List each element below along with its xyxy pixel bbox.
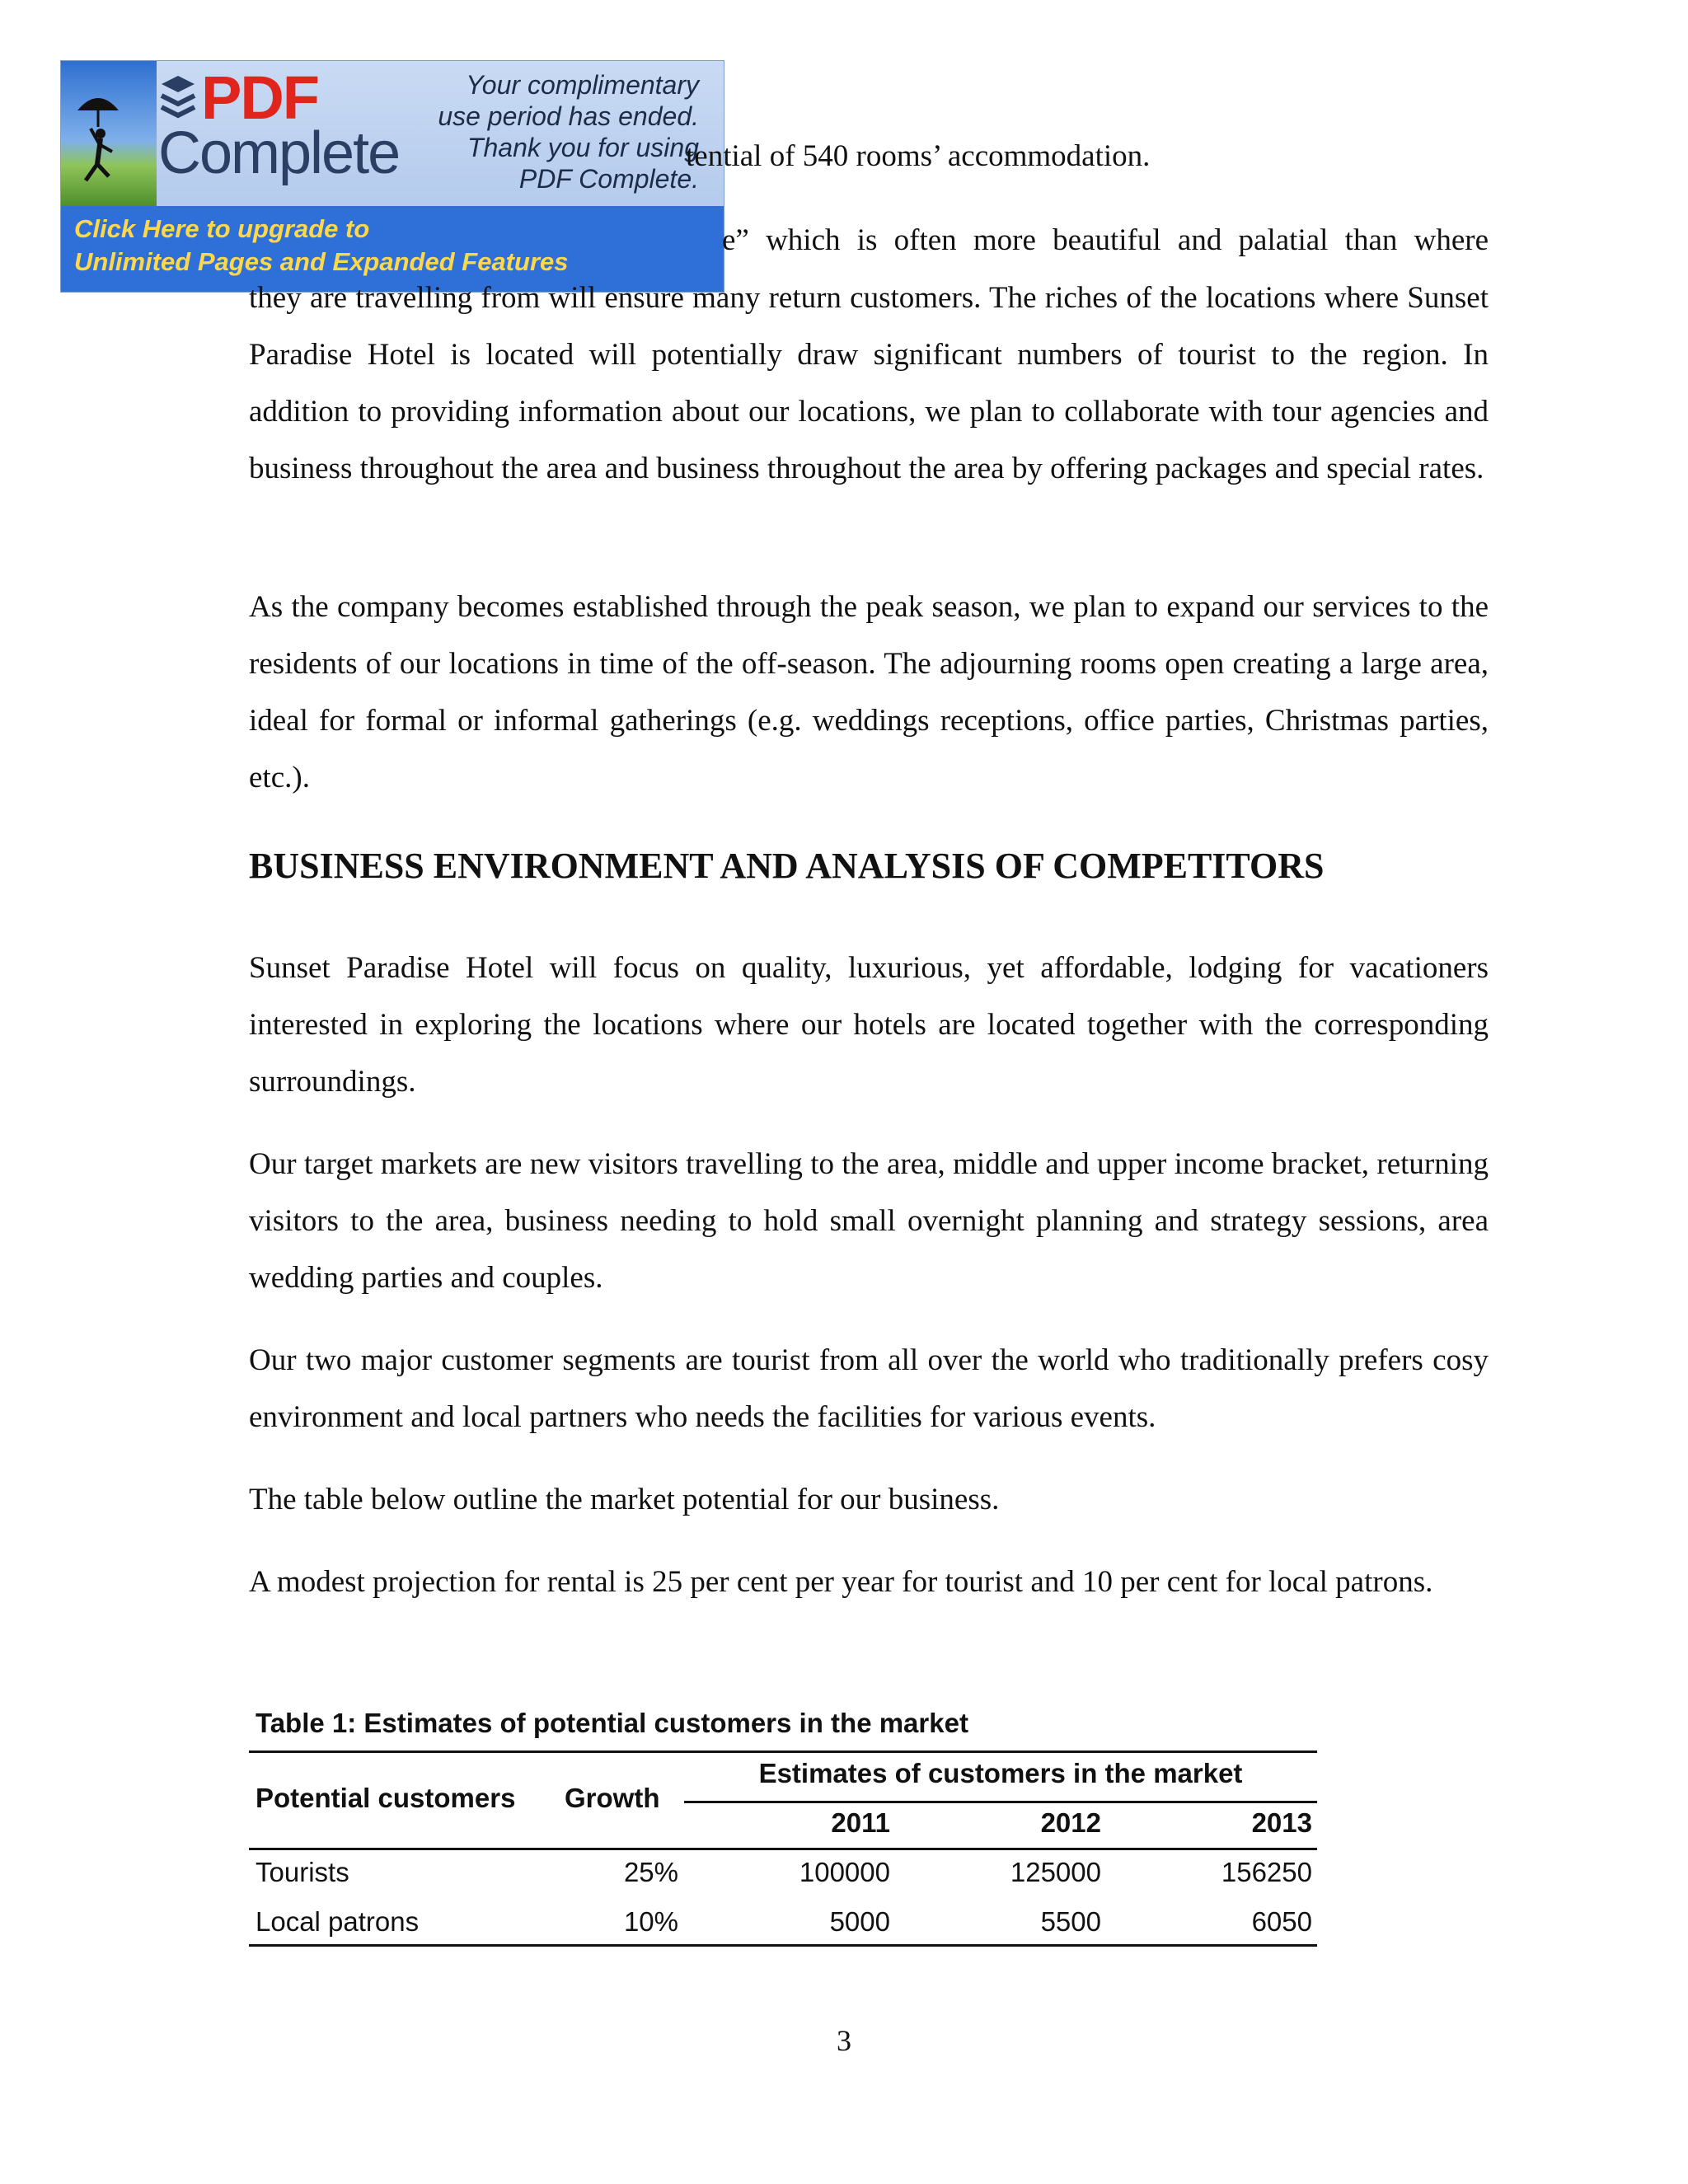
upgrade-link-line[interactable]: Unlimited Pages and Expanded Features bbox=[74, 247, 569, 276]
banner-note-line: PDF Complete. bbox=[518, 164, 699, 194]
body-paragraph: Our target markets are new visitors travelling to the area, middle and upper income bracket, returning visitors to the area, business needing to hold small overnight planning and strategy sessions, area wedding parties and couples. bbox=[249, 1147, 1489, 1295]
umbrella-jumper-icon bbox=[61, 61, 157, 206]
row-label: Local patrons bbox=[256, 1906, 420, 1937]
body-paragraph: Sunset Paradise Hotel will focus on quality, luxurious, yet affordable, lodging for vacationers interested in exploring the locations where our hotels are located together with the corresponding surroundings. bbox=[249, 951, 1489, 1099]
table-rule bbox=[684, 1801, 1317, 1803]
header-year: 2011 bbox=[831, 1807, 890, 1838]
partial-text-line: e” which is often more beautiful and palatial than where bbox=[722, 223, 1489, 257]
table-rule bbox=[249, 1750, 1317, 1753]
body-paragraph: A modest projection for rental is 25 per cent per year for tourist and 10 per cent for local patrons. bbox=[249, 1565, 1433, 1599]
row-value: 5000 bbox=[829, 1906, 890, 1937]
logo-complete-text: Complete bbox=[158, 120, 400, 186]
body-paragraph: The table below outline the market potential for our business. bbox=[249, 1483, 1000, 1516]
row-value: 156250 bbox=[1221, 1857, 1312, 1887]
table-rule bbox=[249, 1848, 1317, 1850]
header-growth: Growth bbox=[565, 1783, 660, 1813]
header-year: 2013 bbox=[1251, 1807, 1312, 1838]
row-value: 125000 bbox=[1010, 1857, 1101, 1887]
banner-note-line: Thank you for using bbox=[467, 133, 699, 162]
section-heading: BUSINESS ENVIRONMENT AND ANALYSIS OF COMPETITORS bbox=[249, 846, 1325, 886]
page-number: 3 bbox=[837, 2024, 851, 2057]
row-label: Tourists bbox=[256, 1857, 349, 1887]
banner-photo-image bbox=[61, 61, 157, 206]
row-growth: 25% bbox=[623, 1857, 678, 1887]
row-value: 100000 bbox=[799, 1857, 890, 1887]
body-paragraph: Our two major customer segments are tourist from all over the world who traditionally prefers cosy environment and local partners who needs the facilities for various events. bbox=[249, 1343, 1489, 1434]
banner-note-line: use period has ended. bbox=[438, 101, 699, 131]
pdf-layers-icon bbox=[157, 73, 199, 122]
header-potential-customers: Potential customers bbox=[256, 1783, 516, 1813]
table-rule bbox=[249, 1944, 1317, 1947]
upgrade-banner[interactable] bbox=[60, 60, 724, 293]
logo-pdf-text: PDF bbox=[201, 63, 318, 132]
header-estimates-group: Estimates of customers in the market bbox=[758, 1758, 1243, 1788]
table-caption: Table 1: Estimates of potential customers in the market bbox=[256, 1708, 968, 1738]
banner-note bbox=[402, 69, 699, 194]
body-paragraph: they are travelling from will ensure many return customers. The riches of the locations where Sunset Paradise Hotel is located will potentially draw significant numbers of tourist to the region. In addition to providing information about our locations, we plan to collaborate with tour agencies and business throughout the area and business throughout the area by offering packages and special rates. bbox=[249, 281, 1489, 485]
row-value: 5500 bbox=[1040, 1906, 1101, 1937]
row-value: 6050 bbox=[1251, 1906, 1312, 1937]
upgrade-link-line[interactable]: Click Here to upgrade to bbox=[74, 214, 370, 243]
banner-note-line: Your complimentary bbox=[466, 70, 699, 100]
row-growth: 10% bbox=[623, 1906, 678, 1937]
header-year: 2012 bbox=[1040, 1807, 1101, 1838]
partial-text-line: tential of 540 rooms’ accommodation. bbox=[686, 139, 1151, 173]
body-paragraph: As the company becomes established through the peak season, we plan to expand our services to the residents of our locations in time of the off-season. The adjourning rooms open creating a large area, ideal for formal or informal gatherings (e.g. weddings receptions, office parties, Christmas parties, etc.). bbox=[249, 590, 1489, 794]
